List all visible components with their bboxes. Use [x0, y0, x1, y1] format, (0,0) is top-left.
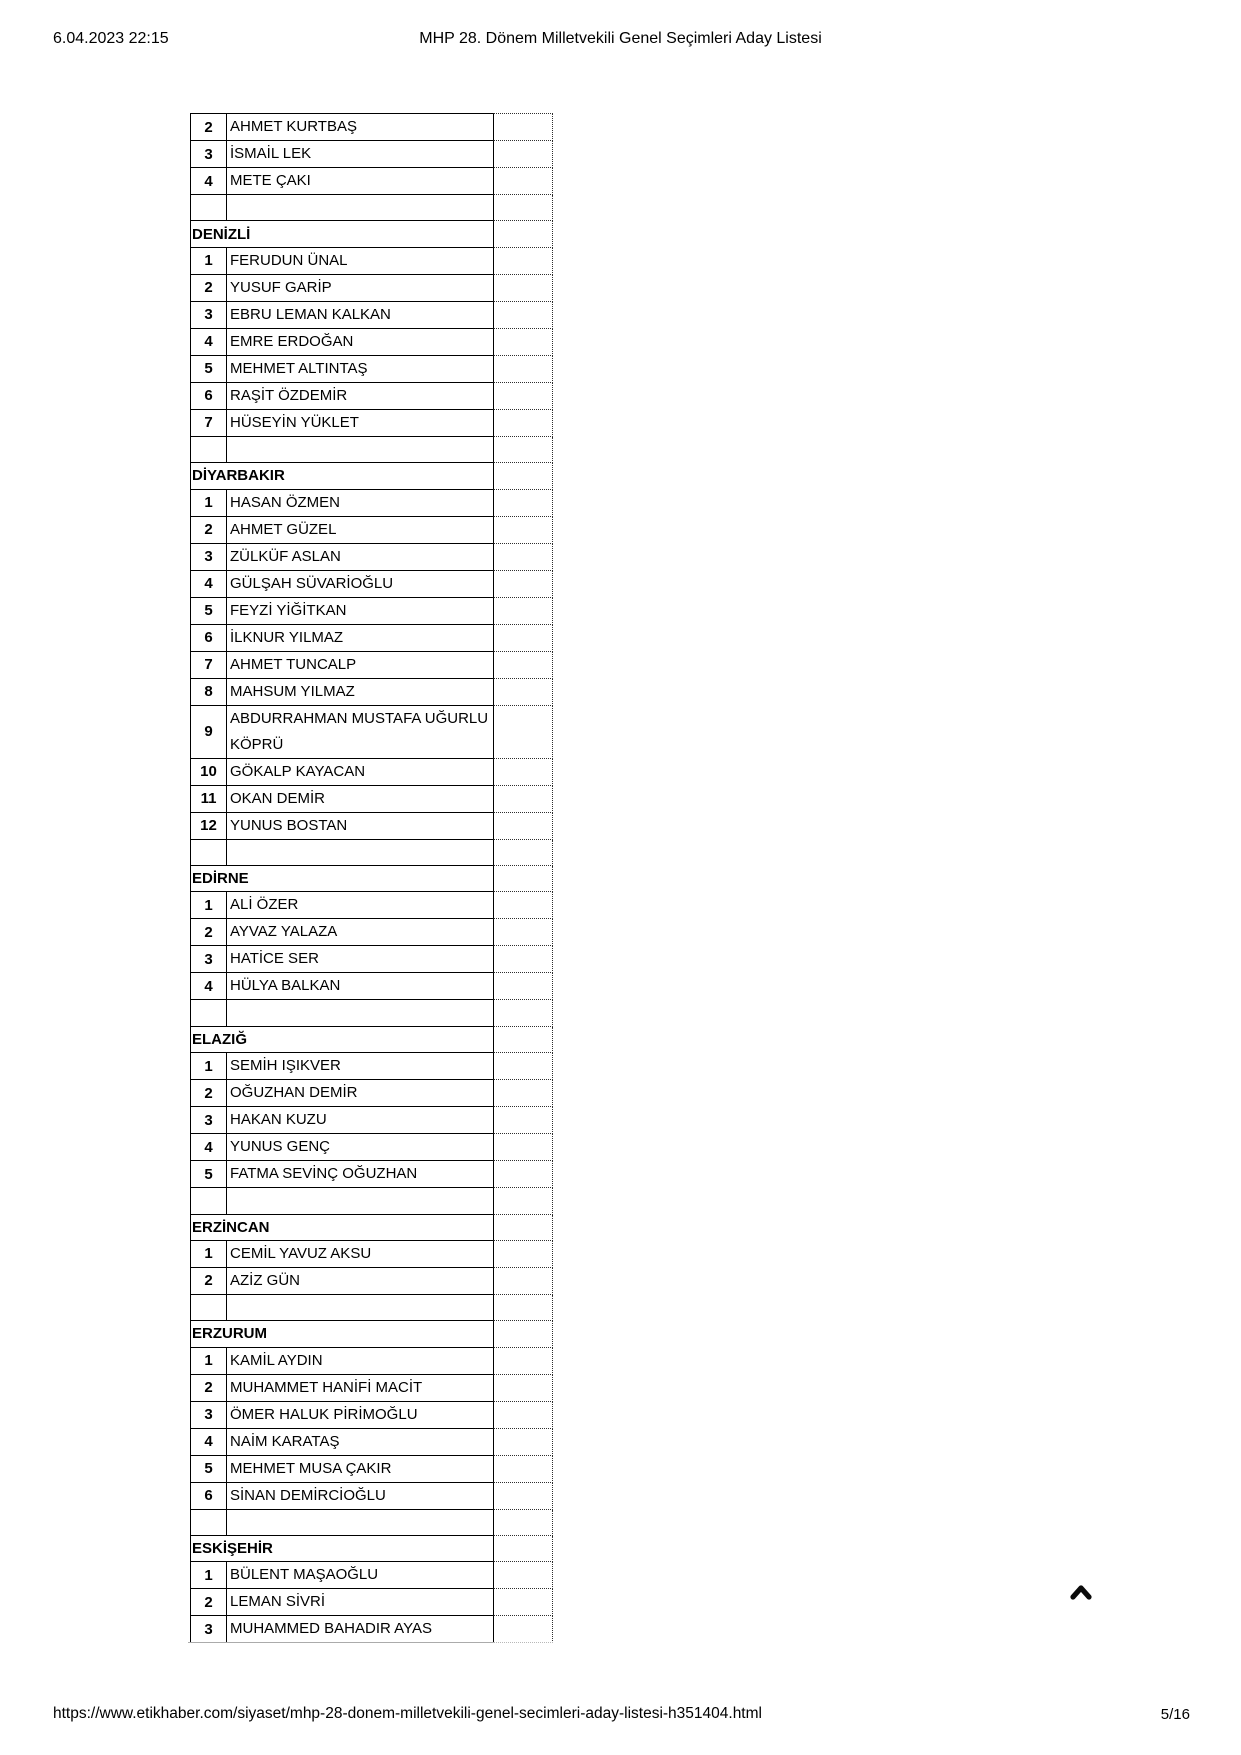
candidate-name-cell: LEMAN SİVRİ: [227, 1589, 493, 1616]
spacer-row: [190, 1000, 553, 1026]
row-number-cell: 5: [190, 356, 227, 383]
empty-note-cell: [493, 1562, 553, 1589]
candidate-name-cell: EMRE ERDOĞAN: [227, 329, 493, 356]
empty-note-cell: [493, 919, 553, 946]
empty-note-cell: [493, 1321, 553, 1347]
row-number-cell: 2: [190, 1375, 227, 1402]
empty-note-cell: [493, 410, 553, 437]
candidate-row: [190, 1562, 553, 1589]
candidate-name-cell: GÖKALP KAYACAN: [227, 759, 493, 786]
row-number-cell: 7: [190, 410, 227, 437]
empty-note-cell: [493, 1536, 553, 1562]
city-header-cell: ELAZIĞ: [190, 1027, 493, 1053]
row-number-cell: 9: [190, 706, 227, 759]
candidate-row: [190, 1241, 553, 1268]
candidate-name-cell: ÖMER HALUK PİRİMOĞLU: [227, 1402, 493, 1429]
empty-note-cell: [493, 1080, 553, 1107]
empty-note-cell: [493, 813, 553, 840]
candidate-row: [190, 1161, 553, 1188]
row-number-cell: [190, 1510, 227, 1536]
row-number-cell: 3: [190, 544, 227, 571]
candidate-row: [190, 786, 553, 813]
candidate-row: [190, 248, 553, 275]
empty-note-cell: [493, 1429, 553, 1456]
candidate-name-cell: HATİCE SER: [227, 946, 493, 973]
spacer-row: [190, 1510, 553, 1536]
candidate-name-cell: FERUDUN ÜNAL: [227, 248, 493, 275]
city-header-row: [190, 1321, 553, 1347]
city-header-cell: DENİZLİ: [190, 221, 493, 247]
candidate-row: [190, 329, 553, 356]
candidate-table: [190, 113, 553, 1643]
candidate-name-cell: MUHAMMET HANİFİ MACİT: [227, 1375, 493, 1402]
city-header-row: [190, 866, 553, 892]
candidate-row: [190, 1080, 553, 1107]
candidate-name-cell: YUSUF GARİP: [227, 275, 493, 302]
row-number-cell: 1: [190, 490, 227, 517]
candidate-name-cell: RAŞİT ÖZDEMİR: [227, 383, 493, 410]
row-number-cell: 6: [190, 1483, 227, 1510]
empty-note-cell: [493, 946, 553, 973]
candidate-name-cell: HÜLYA BALKAN: [227, 973, 493, 1000]
empty-note-cell: [493, 1027, 553, 1053]
empty-note-cell: [493, 517, 553, 544]
candidate-name-cell: [227, 437, 493, 463]
scroll-to-top-button[interactable]: [1064, 1576, 1098, 1608]
candidate-row: [190, 946, 553, 973]
continuation-line-dotted: [493, 1642, 553, 1643]
empty-note-cell: [493, 1589, 553, 1616]
candidate-row: [190, 625, 553, 652]
row-number-cell: 3: [190, 302, 227, 329]
row-number-cell: 1: [190, 1053, 227, 1080]
candidate-row: [190, 1616, 553, 1643]
empty-note-cell: [493, 973, 553, 1000]
candidate-row: [190, 490, 553, 517]
candidate-row: [190, 383, 553, 410]
empty-note-cell: [493, 302, 553, 329]
candidate-name-cell: ABDURRAHMAN MUSTAFA UĞURLU KÖPRÜ: [227, 706, 493, 759]
spacer-row: [190, 1188, 553, 1214]
candidate-name-cell: AZİZ GÜN: [227, 1268, 493, 1295]
city-header-row: [190, 463, 553, 489]
chevron-up-icon: [1070, 1583, 1092, 1601]
row-number-cell: 4: [190, 973, 227, 1000]
row-number-cell: 2: [190, 1080, 227, 1107]
empty-note-cell: [493, 840, 553, 866]
empty-note-cell: [493, 892, 553, 919]
candidate-row: [190, 706, 553, 759]
empty-note-cell: [493, 759, 553, 786]
row-number-cell: 6: [190, 383, 227, 410]
candidate-name-cell: CEMİL YAVUZ AKSU: [227, 1241, 493, 1268]
city-header-row: [190, 1536, 553, 1562]
candidate-row: [190, 410, 553, 437]
empty-note-cell: [493, 1456, 553, 1483]
empty-note-cell: [493, 1483, 553, 1510]
candidate-name-cell: MAHSUM YILMAZ: [227, 679, 493, 706]
empty-note-cell: [493, 1616, 553, 1643]
row-number-cell: 5: [190, 1161, 227, 1188]
empty-note-cell: [493, 1348, 553, 1375]
row-number-cell: 2: [190, 517, 227, 544]
row-number-cell: [190, 1000, 227, 1026]
candidate-name-cell: GÜLŞAH SÜVARİOĞLU: [227, 571, 493, 598]
header-datetime: 6.04.2023 22:15: [53, 30, 169, 47]
empty-note-cell: [493, 679, 553, 706]
candidate-name-cell: AHMET KURTBAŞ: [227, 113, 493, 141]
row-number-cell: 5: [190, 1456, 227, 1483]
empty-note-cell: [493, 1241, 553, 1268]
empty-note-cell: [493, 1188, 553, 1214]
empty-note-cell: [493, 1402, 553, 1429]
candidate-row: [190, 1429, 553, 1456]
candidate-name-cell: [227, 1188, 493, 1214]
row-number-cell: 2: [190, 275, 227, 302]
candidate-name-cell: HÜSEYİN YÜKLET: [227, 410, 493, 437]
empty-note-cell: [493, 1215, 553, 1241]
spacer-row: [190, 1295, 553, 1321]
empty-note-cell: [493, 329, 553, 356]
candidate-name-cell: AHMET TUNCALP: [227, 652, 493, 679]
candidate-row: [190, 1134, 553, 1161]
empty-note-cell: [493, 652, 553, 679]
candidate-name-cell: MEHMET ALTINTAŞ: [227, 356, 493, 383]
candidate-name-cell: HAKAN KUZU: [227, 1107, 493, 1134]
candidate-name-cell: HASAN ÖZMEN: [227, 490, 493, 517]
empty-note-cell: [493, 598, 553, 625]
row-number-cell: 6: [190, 625, 227, 652]
row-number-cell: 4: [190, 168, 227, 195]
empty-note-cell: [493, 625, 553, 652]
candidate-name-cell: [227, 1000, 493, 1026]
row-number-cell: 1: [190, 892, 227, 919]
row-number-cell: 4: [190, 1429, 227, 1456]
row-number-cell: 3: [190, 1402, 227, 1429]
empty-note-cell: [493, 490, 553, 517]
candidate-row: [190, 652, 553, 679]
candidate-row: [190, 1589, 553, 1616]
candidate-name-cell: FEYZİ YİĞİTKAN: [227, 598, 493, 625]
row-number-cell: 1: [190, 248, 227, 275]
candidate-name-cell: AHMET GÜZEL: [227, 517, 493, 544]
candidate-row: [190, 1402, 553, 1429]
candidate-name-cell: YUNUS GENÇ: [227, 1134, 493, 1161]
row-number-cell: 4: [190, 329, 227, 356]
row-number-cell: 1: [190, 1241, 227, 1268]
row-number-cell: 12: [190, 813, 227, 840]
row-number-cell: 3: [190, 1107, 227, 1134]
candidate-row: [190, 1268, 553, 1295]
candidate-name-cell: [227, 840, 493, 866]
spacer-row: [190, 437, 553, 463]
city-header-row: [190, 1027, 553, 1053]
row-number-cell: [190, 840, 227, 866]
empty-note-cell: [493, 786, 553, 813]
footer-url[interactable]: https://www.etikhaber.com/siyaset/mhp-28-donem-milletvekili-genel-secimleri-aday-listesi-h351404.html: [53, 1705, 762, 1722]
row-number-cell: 2: [190, 919, 227, 946]
candidate-name-cell: MUHAMMED BAHADIR AYAS: [227, 1616, 493, 1643]
candidate-row: [190, 1348, 553, 1375]
candidate-name-cell: MEHMET MUSA ÇAKIR: [227, 1456, 493, 1483]
candidate-name-cell: ZÜLKÜF ASLAN: [227, 544, 493, 571]
candidate-row: [190, 892, 553, 919]
city-header-cell: EDİRNE: [190, 866, 493, 892]
candidate-row: [190, 517, 553, 544]
empty-note-cell: [493, 1268, 553, 1295]
spacer-row: [190, 195, 553, 221]
empty-note-cell: [493, 437, 553, 463]
row-number-cell: 11: [190, 786, 227, 813]
row-number-cell: 2: [190, 1268, 227, 1295]
candidate-row: [190, 544, 553, 571]
candidate-name-cell: FATMA SEVİNÇ OĞUZHAN: [227, 1161, 493, 1188]
candidate-name-cell: SEMİH IŞIKVER: [227, 1053, 493, 1080]
candidate-row: [190, 1053, 553, 1080]
candidate-name-cell: [227, 1510, 493, 1536]
candidate-name-cell: OKAN DEMİR: [227, 786, 493, 813]
candidate-name-cell: AYVAZ YALAZA: [227, 919, 493, 946]
empty-note-cell: [493, 706, 553, 759]
empty-note-cell: [493, 113, 553, 141]
city-header-cell: ERZİNCAN: [190, 1215, 493, 1241]
city-header-cell: ERZURUM: [190, 1321, 493, 1347]
empty-note-cell: [493, 383, 553, 410]
candidate-row: [190, 1456, 553, 1483]
empty-note-cell: [493, 248, 553, 275]
city-header-row: [190, 1215, 553, 1241]
row-number-cell: 1: [190, 1562, 227, 1589]
candidate-name-cell: [227, 195, 493, 221]
candidate-name-cell: EBRU LEMAN KALKAN: [227, 302, 493, 329]
candidate-name-cell: ALİ ÖZER: [227, 892, 493, 919]
empty-note-cell: [493, 544, 553, 571]
empty-note-cell: [493, 1510, 553, 1536]
table-continuation-line: [188, 1642, 553, 1643]
row-number-cell: 5: [190, 598, 227, 625]
candidate-name-cell: KAMİL AYDIN: [227, 1348, 493, 1375]
candidate-row: [190, 973, 553, 1000]
candidate-row: [190, 1375, 553, 1402]
candidate-name-cell: İLKNUR YILMAZ: [227, 625, 493, 652]
row-number-cell: 8: [190, 679, 227, 706]
candidate-name-cell: YUNUS BOSTAN: [227, 813, 493, 840]
city-header-cell: DİYARBAKIR: [190, 463, 493, 489]
spacer-row: [190, 840, 553, 866]
candidate-row: [190, 356, 553, 383]
row-number-cell: 3: [190, 141, 227, 168]
footer-page-number: 5/16: [1160, 1706, 1190, 1723]
city-header-cell: ESKİŞEHİR: [190, 1536, 493, 1562]
row-number-cell: [190, 1188, 227, 1214]
candidate-row: [190, 598, 553, 625]
candidate-row: [190, 275, 553, 302]
empty-note-cell: [493, 275, 553, 302]
empty-note-cell: [493, 463, 553, 489]
candidate-row: [190, 571, 553, 598]
empty-note-cell: [493, 195, 553, 221]
candidate-row: [190, 759, 553, 786]
empty-note-cell: [493, 1134, 553, 1161]
candidate-row: [190, 679, 553, 706]
row-number-cell: 4: [190, 1134, 227, 1161]
empty-note-cell: [493, 1053, 553, 1080]
candidate-name-cell: OĞUZHAN DEMİR: [227, 1080, 493, 1107]
continuation-line-solid: [188, 1642, 493, 1643]
candidate-name-cell: [227, 1295, 493, 1321]
empty-note-cell: [493, 1161, 553, 1188]
row-number-cell: 1: [190, 1348, 227, 1375]
empty-note-cell: [493, 356, 553, 383]
row-number-cell: [190, 437, 227, 463]
candidate-row: [190, 1107, 553, 1134]
candidate-row: [190, 141, 553, 168]
empty-note-cell: [493, 1295, 553, 1321]
empty-note-cell: [493, 1000, 553, 1026]
candidate-row: [190, 813, 553, 840]
empty-note-cell: [493, 571, 553, 598]
page-title: MHP 28. Dönem Milletvekili Genel Seçimleri Aday Listesi: [419, 30, 822, 47]
candidate-name-cell: İSMAİL LEK: [227, 141, 493, 168]
row-number-cell: 2: [190, 1589, 227, 1616]
city-header-row: [190, 221, 553, 247]
empty-note-cell: [493, 168, 553, 195]
row-number-cell: 4: [190, 571, 227, 598]
candidate-row: [190, 113, 553, 141]
row-number-cell: 10: [190, 759, 227, 786]
empty-note-cell: [493, 141, 553, 168]
empty-note-cell: [493, 1375, 553, 1402]
candidate-name-cell: METE ÇAKI: [227, 168, 493, 195]
row-number-cell: 3: [190, 1616, 227, 1643]
candidate-row: [190, 168, 553, 195]
candidate-row: [190, 302, 553, 329]
empty-note-cell: [493, 866, 553, 892]
row-number-cell: [190, 1295, 227, 1321]
candidate-row: [190, 1483, 553, 1510]
empty-note-cell: [493, 221, 553, 247]
candidate-row: [190, 919, 553, 946]
candidate-name-cell: SİNAN DEMİRCİOĞLU: [227, 1483, 493, 1510]
empty-note-cell: [493, 1107, 553, 1134]
row-number-cell: 2: [190, 113, 227, 141]
candidate-name-cell: NAİM KARATAŞ: [227, 1429, 493, 1456]
candidate-name-cell: BÜLENT MAŞAOĞLU: [227, 1562, 493, 1589]
row-number-cell: 7: [190, 652, 227, 679]
row-number-cell: [190, 195, 227, 221]
row-number-cell: 3: [190, 946, 227, 973]
